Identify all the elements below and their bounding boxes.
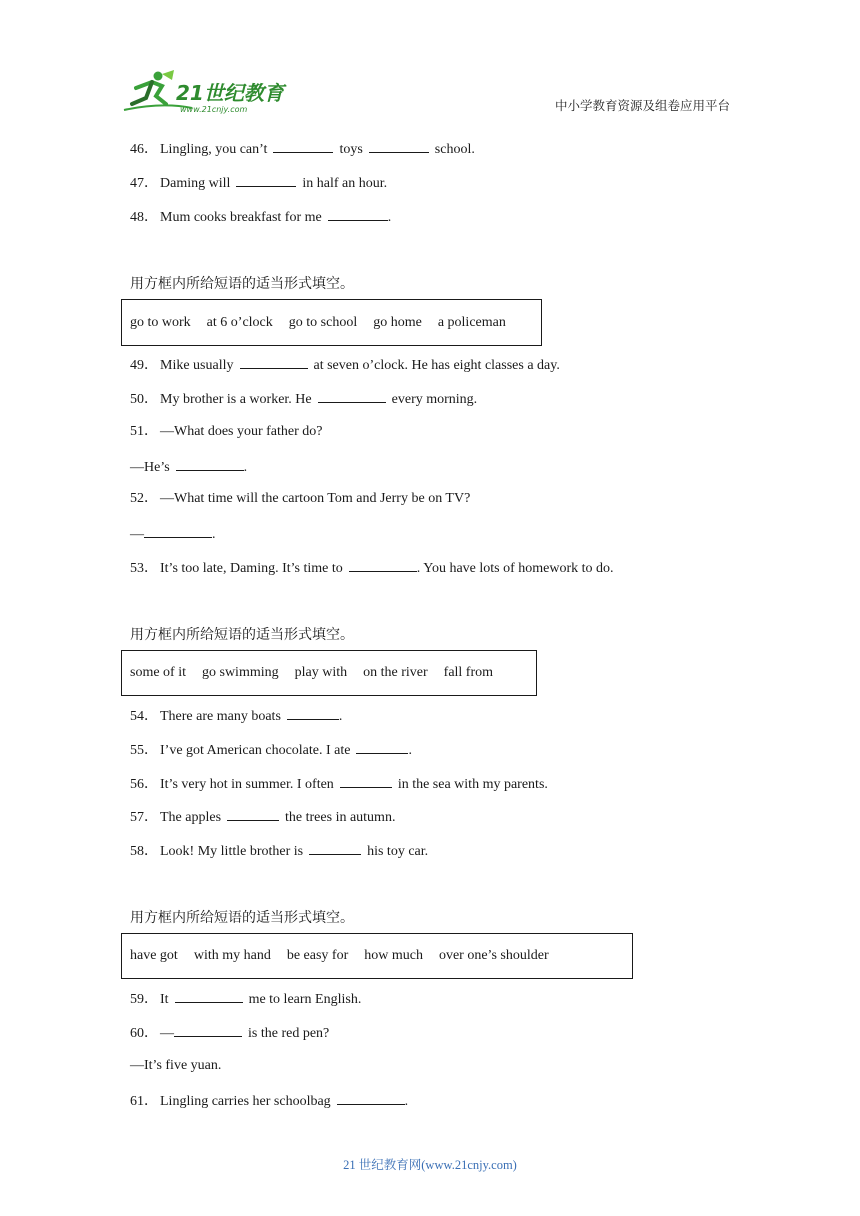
question-text: It’s too late, Daming. It’s time to [160,561,343,576]
question-58 [130,841,428,861]
question-number: 54． [130,709,158,724]
phrase-item: go swimming [202,665,279,680]
question-number: 59． [130,992,158,1007]
question-60 [130,1023,329,1043]
question-number: 50． [130,392,158,407]
reply-text: —He’s [130,460,170,475]
question-52-reply [130,524,216,544]
question-text: There are many boats [160,709,281,724]
section-instruction: 用方框内所给短语的适当形式填空。 [130,627,354,643]
question-text: It [160,992,169,1007]
question-number: 51． [130,424,158,439]
question-number: 48． [130,210,158,225]
question-47 [130,173,387,193]
answer-blank[interactable] [227,807,279,821]
question-text: Lingling, you can’t [160,142,268,157]
question-text: — [160,1026,174,1041]
question-49 [130,355,560,375]
answer-blank[interactable] [144,524,212,538]
question-text: . [408,743,412,758]
answer-blank[interactable] [174,1023,242,1037]
answer-blank[interactable] [287,706,339,720]
question-51 [130,423,323,441]
phrase-item: over one’s shoulder [438,948,549,963]
question-text: . [387,210,392,225]
question-text: It’s very hot in summer. I often [160,777,334,792]
question-text: I’ve got American chocolate. I ate [160,743,351,758]
question-text: My brother is a worker. He [160,392,312,407]
question-50 [130,389,477,409]
answer-blank[interactable] [340,774,392,788]
answer-blank[interactable] [328,207,388,221]
answer-blank[interactable] [309,841,361,855]
question-61 [130,1091,408,1111]
phrase-item: with my hand [193,948,271,963]
answer-blank[interactable] [349,558,417,572]
question-text: at seven o’clock. He has eight classes a day. [313,358,560,373]
question-text: Mum cooks breakfast for me [160,210,322,225]
platform-title: 中小学教育资源及组卷应用平台 [554,98,730,113]
reply-text: . [243,460,248,475]
reply-text: . [212,527,216,542]
page-header [0,0,860,130]
question-number: 47． [130,176,158,191]
phrase-box [121,299,542,346]
reply-text: — [130,527,144,542]
answer-blank[interactable] [240,355,308,369]
phrase-item: how much [364,948,423,963]
question-60-reply [130,1057,221,1075]
answer-blank[interactable] [337,1091,405,1105]
question-text: every morning. [391,392,478,407]
question-text: the trees in autumn. [285,810,396,825]
question-number: 57． [130,810,158,825]
phrase-box [121,933,633,979]
answer-blank[interactable] [369,139,429,153]
question-53 [130,558,614,578]
question-text: toys [339,142,363,157]
phrase-item: go to work [130,314,191,330]
page-footer[interactable]: 21 世纪教育网(www.21cnjy.com) [343,1158,517,1172]
question-number: 46． [130,142,158,157]
question-text: —What does your father do? [160,424,323,439]
question-text: in half an hour. [302,176,388,191]
answer-blank[interactable] [236,173,296,187]
phrase-item: go home [373,314,422,330]
question-number: 60． [130,1026,158,1041]
question-number: 52． [130,491,158,506]
answer-blank[interactable] [176,457,244,471]
phrase-item: have got [130,948,178,963]
question-text: . You have lots of homework to do. [416,561,614,576]
question-text: —What time will the cartoon Tom and Jerry be on TV? [160,491,471,506]
question-text: school. [434,142,475,157]
question-text: me to learn English. [248,992,362,1007]
site-logo[interactable] [122,68,292,116]
phrase-item: some of it [130,665,186,680]
question-text: Daming will [160,176,231,191]
phrase-item: a policeman [437,314,506,330]
question-56 [130,774,548,794]
phrase-item: go to school [288,314,358,330]
question-text: his toy car. [367,844,429,859]
question-number: 61． [130,1094,158,1109]
phrase-item: play with [294,665,348,680]
phrase-box [121,650,537,696]
reply-text: —It’s five yuan. [130,1058,222,1073]
question-text: in the sea with my parents. [397,777,548,792]
logo-url: www.21cnjy.com [180,105,248,114]
question-46 [130,139,475,159]
question-number: 55． [130,743,158,758]
answer-blank[interactable] [175,989,243,1003]
question-text: The apples [160,810,222,825]
question-text: is the red pen? [248,1026,330,1041]
answer-blank[interactable] [318,389,386,403]
question-52 [130,490,470,508]
logo-graphic [122,68,292,116]
question-54 [130,706,342,726]
question-51-reply [130,457,247,477]
question-text: Lingling carries her schoolbag [160,1094,331,1109]
question-number: 56． [130,777,158,792]
phrase-item: fall from [443,665,494,680]
phrase-item: at 6 o’clock [206,314,273,330]
question-55 [130,740,412,760]
question-number: 49． [130,358,158,373]
question-57 [130,807,395,827]
question-text: Mike usually [160,358,234,373]
phrase-item: be easy for [286,948,349,963]
logo-text: 21世纪教育 [176,81,284,105]
section-instruction: 用方框内所给短语的适当形式填空。 [130,276,354,292]
question-text: . [404,1094,409,1109]
question-text: Look! My little brother is [160,844,304,859]
question-number: 53． [130,561,158,576]
answer-blank[interactable] [273,139,333,153]
question-text: . [338,709,343,724]
section-instruction: 用方框内所给短语的适当形式填空。 [130,910,354,926]
answer-blank[interactable] [356,740,408,754]
phrase-item: on the river [363,665,428,680]
question-59 [130,989,361,1009]
question-48 [130,207,391,227]
question-number: 58． [130,844,158,859]
